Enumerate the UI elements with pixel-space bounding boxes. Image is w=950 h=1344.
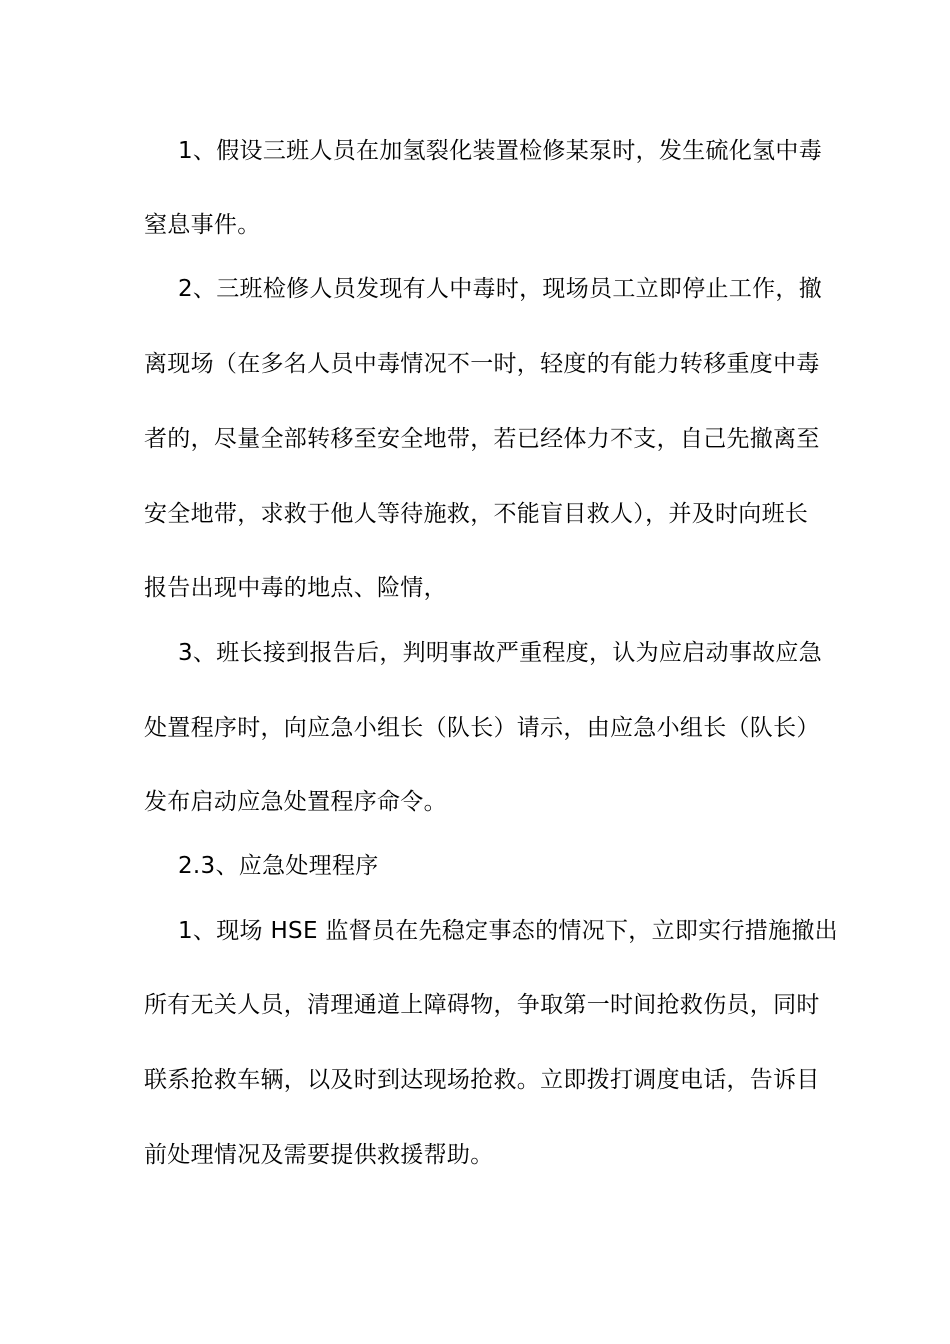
section-heading: 2.3、应急处理程序 <box>178 853 379 879</box>
paragraph-4-line-4: 前处理情况及需要提供救援帮助。 <box>144 1142 494 1168</box>
paragraph-2-line-5: 报告出现中毒的地点、险情， <box>144 575 447 601</box>
paragraph-3-line-3: 发布启动应急处置程序命令。 <box>144 789 447 815</box>
paragraph-1-line-2: 窒息事件。 <box>144 212 261 238</box>
paragraph-2-line-4: 安全地带，求救于他人等待施救，不能盲目救人），并及时向班长 <box>144 501 809 527</box>
paragraph-2-line-1: 2、三班检修人员发现有人中毒时，现场员工立即停止工作，撤 <box>178 276 823 302</box>
paragraph-4-line-1: 1、现场 HSE 监督员在先稳定事态的情况下，立即实行措施撤出 <box>178 918 838 944</box>
paragraph-3-line-2: 处置程序时，向应急小组长（队长）请示，由应急小组长（队长） <box>144 715 820 741</box>
paragraph-4-line-2: 所有无关人员，清理通道上障碍物，争取第一时间抢救伤员，同时 <box>144 992 820 1018</box>
paragraph-2-line-2: 离现场（在多名人员中毒情况不一时，轻度的有能力转移重度中毒 <box>144 351 820 377</box>
paragraph-1-line-1: 1、假设三班人员在加氢裂化装置检修某泵时，发生硫化氢中毒 <box>178 138 823 164</box>
paragraph-2-line-3: 者的，尽量全部转移至安全地带，若已经体力不支，自己先撤离至 <box>144 426 820 452</box>
paragraph-4-line-3: 联系抢救车辆，以及时到达现场抢救。立即拨打调度电话，告诉目 <box>144 1067 820 1093</box>
paragraph-3-line-1: 3、班长接到报告后，判明事故严重程度，认为应启动事故应急 <box>178 640 823 666</box>
